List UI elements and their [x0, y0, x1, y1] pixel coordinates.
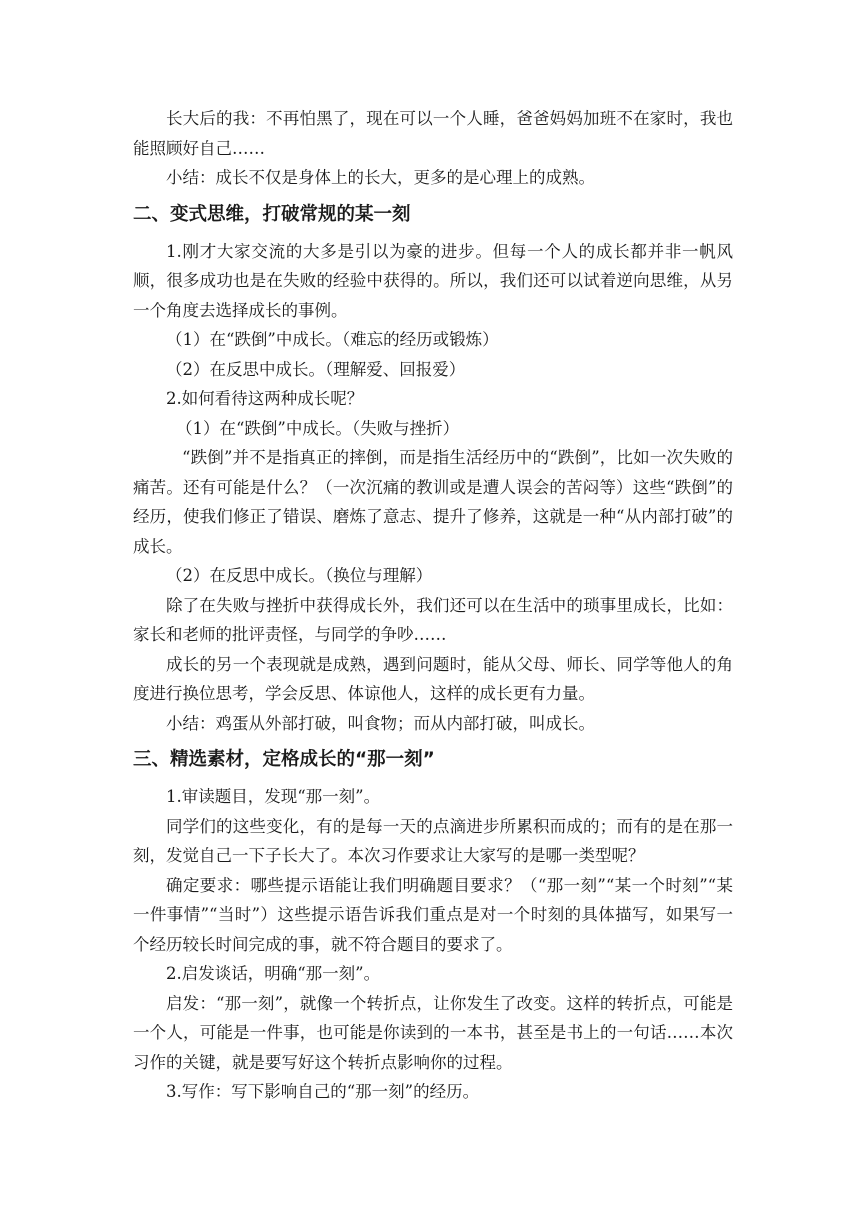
section-heading: 二、变式思维，打破常规的某一刻: [133, 203, 411, 225]
section-heading: 三、精选素材，定格成长的“那一刻”: [133, 749, 435, 770]
paragraph: 除了在失败与挫折中获得成长外，我们还可以在生活中的琐事里成长，比如：家长和老师的批评责怪，与同学的争吵……: [133, 595, 733, 644]
paragraph: 1.刚才大家交流的大多是引以为豪的进步。但每一个人的成长都并非一帆风顺，很多成功也是在失败的经验中获得的。所以，我们还可以试着逆向思维，从另一个角度去选择成长的事例。: [133, 241, 733, 320]
paragraph: 同学们的这些变化，有的是每一天的点滴进步所累积而成的；而有的是在那一刻，发觉自己一下子长大了。本次习作要求让大家写的是哪一类型呢？: [133, 816, 733, 865]
paragraph: 3.写作：写下影响自己的“那一刻”的经历。: [166, 1082, 480, 1101]
paragraph: （1）在“跌倒”中成长。（难忘的经历或锻炼）: [166, 330, 499, 349]
paragraph: 启发：“那一刻”，就像一个转折点，让你发生了改变。这样的转折点，可能是一个人，可能是一件事，也可能是你读到的一本书，甚至是书上的一句话……本次习作的关键，就是要写好这个转折点影响你的过程。: [133, 993, 733, 1072]
paragraph: 确定要求：哪些提示语能让我们明确题目要求？（“那一刻”“某一个时刻”“某一件事情”“当时”）这些提示语告诉我们重点是对一个时刻的具体描写，如果写一个经历较长时间完成的事，就不符合题目的要求了。: [133, 875, 733, 954]
paragraph: （1）在“跌倒”中成长。（失败与挫折）: [176, 418, 460, 438]
paragraph: 2.如何看待这两种成长呢？: [166, 389, 364, 408]
paragraph: 长大后的我：不再怕黑了，现在可以一个人睡，爸爸妈妈加班不在家时，我也能照顾好自己……: [133, 109, 733, 158]
paragraph: “跌倒”并不是指真正的摔倒，而是指生活经历中的“跌倒”，比如一次失败的痛苦。还有可能是什么？（一次沉痛的教训或是遭人误会的苦闷等）这些“跌倒”的经历，使我们修正了错误、磨炼了意志、提升了修养，这就是一种“从内部打破”的成长。: [133, 448, 733, 556]
paragraph: 2.启发谈话，明确“那一刻”。: [166, 964, 381, 983]
paragraph: 小结：鸡蛋从外部打破，叫食物；而从内部打破，叫成长。: [166, 713, 595, 733]
paragraph: （2）在反思中成长。（换位与理解）: [166, 566, 433, 585]
paragraph: 成长的另一个表现就是成熟，遇到问题时，能从父母、师长、同学等他人的角度进行换位思考，学会反思、体谅他人，这样的成长更有力量。: [133, 654, 733, 703]
paragraph: 1.审读题目，发现“那一刻”。: [166, 787, 381, 806]
paragraph: （2）在反思中成长。（理解爱、回报爱）: [166, 359, 466, 379]
document-body: [133, 104, 733, 1107]
paragraph: 小结：成长不仅是身体上的长大，更多的是心理上的成熟。: [166, 168, 595, 187]
